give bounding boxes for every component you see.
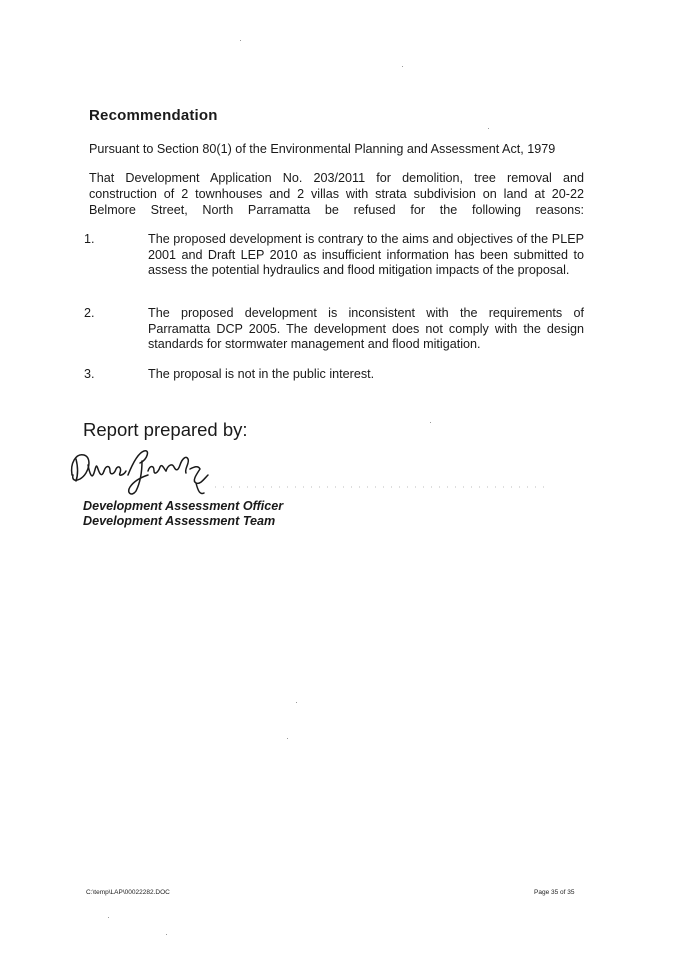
scan-speck [166, 934, 167, 935]
scan-speck [430, 422, 431, 423]
scan-speck [296, 702, 297, 703]
reason-text: The proposed development is inconsistent with the requirements of Parramatta DCP 2005. The development does not comply with the design standards for stormwater management and flood mitigation. [148, 306, 584, 351]
signatory-title: Development Assessment Officer [83, 499, 284, 513]
scan-speck [108, 917, 109, 918]
report-prepared-label: Report prepared by: [83, 419, 248, 440]
section-heading: Recommendation [89, 107, 218, 124]
intro-paragraph: Pursuant to Section 80(1) of the Environmental Planning and Assessment Act, 1979 [89, 142, 556, 156]
signature-dotted-line [215, 486, 545, 488]
resolution-paragraph: That Development Application No. 203/2011 for demolition, tree removal and construction of 2 townhouses and 2 villas with strata subdivision on land at 20-22 Belmore Street, North Parramatta be refused for the following reasons: [89, 171, 584, 217]
handwritten-signature [66, 445, 216, 497]
scan-speck [402, 66, 403, 67]
reason-number: 3. [84, 367, 95, 381]
scan-speck [488, 128, 489, 129]
reason-number: 1. [84, 232, 95, 246]
reason-text: The proposal is not in the public interest. [148, 367, 375, 381]
reason-number: 2. [84, 306, 95, 320]
scan-speck [240, 40, 241, 41]
reason-text: The proposed development is contrary to the aims and objectives of the PLEP 2001 and Draft LEP 2010 as insufficient information has been submitted to assess the potential hydraulics and flood mitigation impacts of the proposal. [148, 232, 584, 277]
footer-page-number: Page 35 of 35 [534, 889, 575, 896]
signatory-team: Development Assessment Team [83, 514, 276, 528]
scan-speck [287, 738, 288, 739]
footer-file-path: C:\temp\LAP\00022282.DOC [86, 889, 170, 896]
